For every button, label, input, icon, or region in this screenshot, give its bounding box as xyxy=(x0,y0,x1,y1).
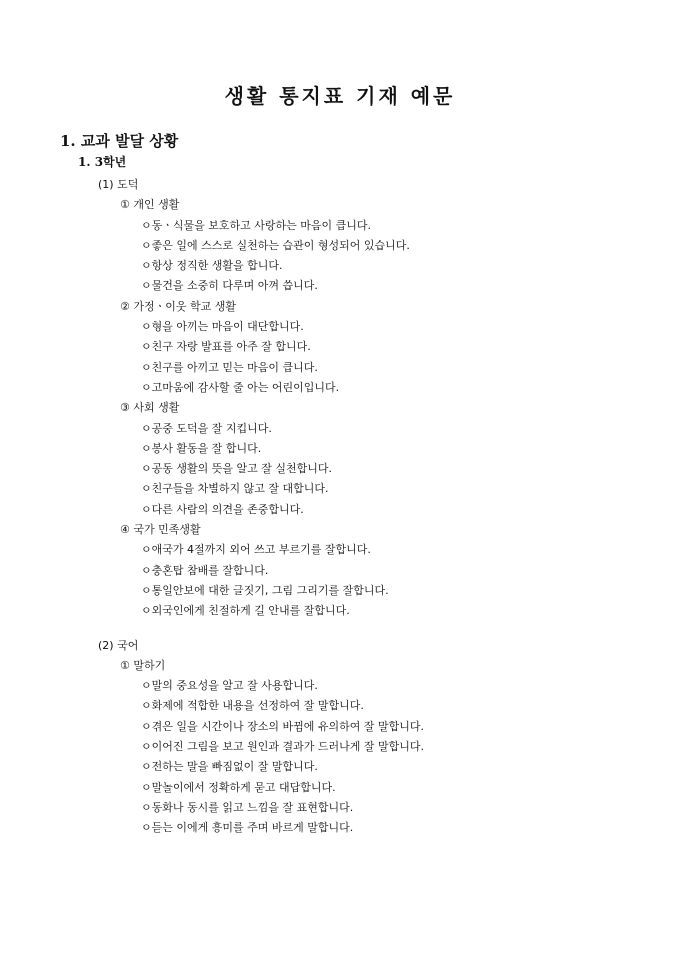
list-item: ㅇ동화나 동시를 읽고 느낌을 잘 표현합니다. xyxy=(141,800,354,814)
content-list xyxy=(0,175,680,839)
subsection-label: ① 개인 생활 xyxy=(120,198,180,212)
list-item: ㅇ친구를 아끼고 믿는 마음이 큽니다. xyxy=(141,360,318,374)
subsection-label: ② 가정ㆍ이웃 학교 생활 xyxy=(120,299,236,313)
subsection-label: ① 말하기 xyxy=(120,658,166,672)
subsection-label: ④ 국가 민족생활 xyxy=(120,523,201,537)
list-item: ㅇ듣는 이에게 흥미를 주며 바르게 말합니다. xyxy=(141,821,354,835)
list-item: ㅇ친구 자랑 발표를 아주 잘 합니다. xyxy=(141,340,311,354)
list-item: ㅇ전하는 말을 빠짐없이 잘 말합니다. xyxy=(141,760,318,774)
list-item: ㅇ항상 정직한 생활을 합니다. xyxy=(141,259,283,273)
section-label-moral: (1) 도덕 xyxy=(98,178,139,191)
list-item: ㅇ봉사 활동을 잘 합니다. xyxy=(141,441,262,455)
section-heading-1: 1. 교과 발달 상황 xyxy=(60,132,179,150)
section-heading-2: 1. 3학년 xyxy=(78,155,127,169)
list-item: ㅇ이어진 그림을 보고 원인과 결과가 드러나게 잘 말합니다. xyxy=(141,740,424,754)
list-item: ㅇ고마움에 감사할 줄 아는 어린이입니다. xyxy=(141,380,340,394)
list-item: ㅇ말놀이에서 정확하게 묻고 대답합니다. xyxy=(141,780,336,794)
list-item: ㅇ겪은 일을 시간이나 장소의 바뀜에 유의하여 잘 말합니다. xyxy=(141,719,424,733)
list-item: ㅇ애국가 4절까지 외어 쓰고 부르기를 잘합니다. xyxy=(141,543,371,557)
subsection-label: ③ 사회 생활 xyxy=(120,401,180,415)
list-item: ㅇ형을 아끼는 마음이 대단합니다. xyxy=(141,320,304,334)
list-item: ㅇ화제에 적합한 내용을 선정하여 잘 말합니다. xyxy=(141,699,364,713)
list-item: ㅇ다른 사람의 의견을 존중합니다. xyxy=(141,502,304,516)
list-item: ㅇ충혼탑 참배를 잘합니다. xyxy=(141,563,269,577)
list-item: ㅇ공중 도덕을 잘 지킵니다. xyxy=(141,421,272,435)
list-item: ㅇ물건을 소중히 다루며 아껴 씁니다. xyxy=(141,279,318,293)
list-item: ㅇ공동 생활의 뜻을 알고 잘 실천합니다. xyxy=(141,462,332,476)
section-label-korean: (2) 국어 xyxy=(98,638,139,652)
list-item: ㅇ친구들을 차별하지 않고 잘 대합니다. xyxy=(141,482,329,496)
document-title: 생활 통지표 기재 예문 xyxy=(224,84,456,108)
list-item: ㅇ좋은 일에 스스로 실천하는 습관이 형성되어 있습니다. xyxy=(141,238,410,252)
list-item: ㅇ외국인에게 친절하게 길 안내를 잘합니다. xyxy=(141,604,350,618)
section-spacer xyxy=(0,622,680,636)
list-item: ㅇ동ㆍ식물을 보호하고 사랑하는 마음이 큽니다. xyxy=(141,218,372,232)
list-item: ㅇ통일안보에 대한 글짓기, 그림 그리기를 잘합니다. xyxy=(141,583,389,597)
list-item: ㅇ말의 중요성을 알고 잘 사용합니다. xyxy=(141,679,318,693)
